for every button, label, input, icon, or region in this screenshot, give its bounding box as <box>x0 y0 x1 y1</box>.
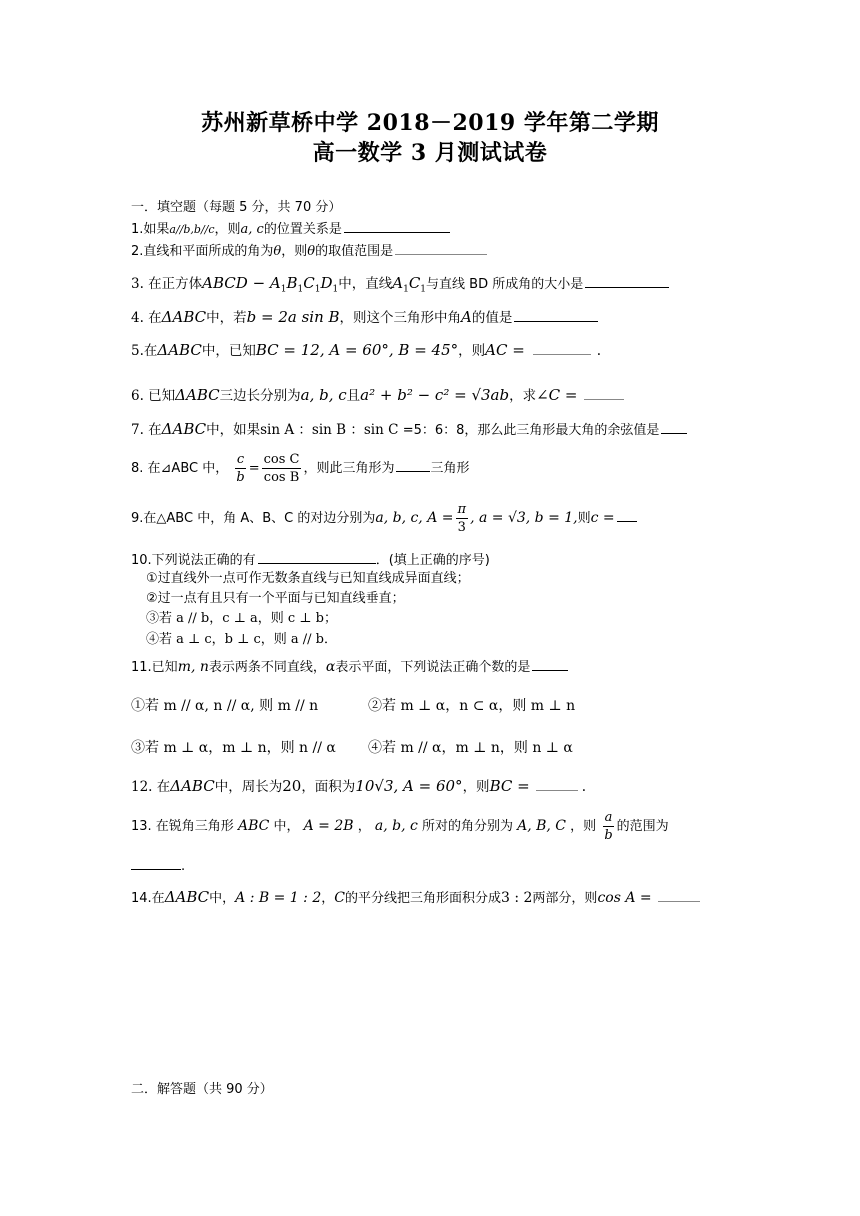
q10-option-3: ③若 a // b，c ⊥ a，则 c ⊥ b； <box>146 611 337 626</box>
question-8: 8. 在⊿ABC 中， $\frac{c}{b}$ = $\frac{\text{cos C}}{\text{cos B}}$ ，则此三角形为 三角形 <box>131 452 470 485</box>
q10-option-2: ②过一点有且只有一个平面与已知直线垂直； <box>146 591 405 606</box>
answer-blank-8[interactable] <box>396 458 430 472</box>
fraction-a-over-b: $\frac{a}{b}$ <box>604 810 613 843</box>
section1-heading: 一．填空题（每题 5 分，共 70 分） <box>131 200 342 215</box>
question-3: 3. 在正方体ABCD − $A_1B_1C_1D_1$中，直线$A_1C_1$与直线 BD 所成角的大小是 <box>131 274 669 299</box>
fraction-pi-over-3: $\frac{\pi}{3}$ <box>457 502 467 535</box>
question-5: 5.在ΔABC中，已知BC = 12, A = 60°, B = 45°，则AC = . <box>131 341 602 359</box>
section2-heading: 二．解答题（共 90 分） <box>131 1082 273 1097</box>
question-1: 1.如果a//b,b//c，则a, c的位置关系是 <box>131 219 450 239</box>
answer-blank-4[interactable] <box>514 308 598 322</box>
exam-title: 苏州新草桥中学 2018－2019 学年第二学期 <box>201 110 659 136</box>
answer-blank-3[interactable] <box>585 274 669 288</box>
answer-blank-6[interactable] <box>584 386 624 400</box>
q11-option-4: ④若 m // α，m ⊥ n，则 n ⊥ α <box>368 740 573 756</box>
answer-blank-9[interactable] <box>617 508 637 522</box>
answer-blank-14[interactable] <box>658 888 700 902</box>
answer-blank-2[interactable] <box>395 241 487 255</box>
question-13: 13. 在锐角三角形 ABC 中， A = 2B ， a, b, c 所对的角分别为 A, B, C ，则 $\frac{a}{b}$ 的范围为 <box>131 810 669 843</box>
question-12: 12. 在ΔABC中，周长为20，面积为10√3, A = 60°，则BC = . <box>131 777 586 795</box>
answer-blank-13[interactable] <box>131 856 181 870</box>
question-9: 9.在△ABC 中，角 A、B、C 的对边分别为a, b, c, A = $\frac{\pi}{3}$ , a = √3, b = 1,则c = <box>131 500 637 537</box>
answer-blank-12[interactable] <box>536 777 578 791</box>
q11-option-1: ①若 m // α, n // α, 则 m // n <box>131 698 319 714</box>
question-2: 2.直线和平面所成的角为θ，则θ的取值范围是 <box>131 241 487 261</box>
question-10: 10.下列说法正确的有 ．(填上正确的序号) <box>131 550 490 570</box>
exam-subtitle: 高一数学 3 月测试试卷 <box>312 140 548 166</box>
question-11: 11.已知m, n表示两条不同直线，α表示平面，下列说法正确个数的是 <box>131 657 568 677</box>
question-4: 4. 在ΔABC中，若b = 2a sin B，则这个三角形中角A的值是 <box>131 308 598 327</box>
q10-option-1: ①过直线外一点可作无数条直线与已知直线成异面直线； <box>146 571 470 586</box>
answer-blank-11[interactable] <box>532 657 568 671</box>
q11-option-2: ②若 m ⊥ α，n ⊂ α，则 m ⊥ n <box>368 698 576 714</box>
answer-blank-10[interactable] <box>258 550 376 564</box>
fraction-c-over-b: $\frac{c}{b}$ <box>236 452 245 485</box>
question-13-continued: . <box>131 856 185 876</box>
answer-blank-1[interactable] <box>344 219 450 233</box>
q11-option-3: ③若 m ⊥ α，m ⊥ n，则 n // α <box>131 740 336 756</box>
question-14: 14.在ΔABC中，A : B = 1 : 2，C的平分线把三角形面积分成3 : 2两部分，则cos A = <box>131 888 700 908</box>
q10-option-4: ④若 a ⊥ c，b ⊥ c，则 a // b． <box>146 632 337 647</box>
question-7: 7. 在ΔABC中，如果sin A ：sin B ：sin C =5：6：8，那么此三角形最大角的余弦值是 <box>131 420 687 440</box>
answer-blank-7[interactable] <box>661 420 687 434</box>
question-6: 6. 已知ΔABC三边长分别为a, b, c且a² + b² − c² = √3ab，求∠C = <box>131 386 624 405</box>
fraction-cosc-over-cosb: $\frac{\text{cos C}}{\text{cos B}}$ <box>263 452 300 485</box>
answer-blank-5[interactable] <box>533 341 591 355</box>
